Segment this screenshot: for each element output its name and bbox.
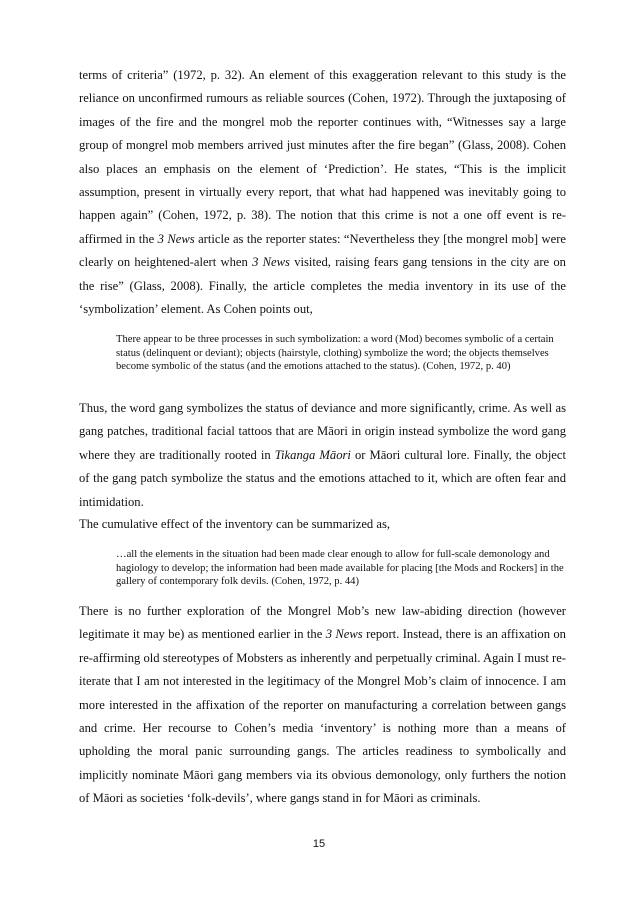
para1-italic-run: 3 News <box>157 231 195 246</box>
page-number: 15 <box>312 838 326 850</box>
block-quote-1 <box>116 333 568 374</box>
para4-run: There is no further exploration of the Mongrel Mob’s new law-abiding direction (however legitimate it may be) as mentioned earlier in the <box>79 604 566 642</box>
block-quote-2 <box>116 548 568 589</box>
para1-run: article as the reporter states: “Nevertheless they [the mongrel mob] were clearly on heightened-alert when <box>79 231 566 270</box>
body-paragraph-3 <box>79 513 566 536</box>
para1-run: visited, raising fears gang tensions in the city are on the rise” (Glass, 2008). Finally, the article completes the media inventory in its use of the ‘symbolization’ element. As Cohen points out, <box>79 255 566 317</box>
para4-italic-run: 3 News <box>325 627 363 642</box>
para1-run: terms of criteria” (1972, p. 32). An element of this exaggeration relevant to this study is the reliance on unconfirmed rumours as reliable sources (Cohen, 1972). Through the juxtaposing of images of the fire and the mongrel mob the reporter continues with, “Witnesses say a large group of mongrel mob members arrived just minutes after the fire began” (Glass, 2008). Cohen also places an emphasis on the element of ‘Prediction’. He states, “This is the implicit assumption, present in virtually every report, that what had happened was inevitably going to happen again” (Cohen, 1972, p. 38). The notion that this crime is not a one off event is re-affirmed in the <box>79 68 566 246</box>
para2-run: or Māori cultural lore. Finally, the object of the gang patch symbolize the status and the emotions attached to it, which are often fear and intimidation. <box>79 447 566 509</box>
para2-italic-run: Tikanga Māori <box>274 447 351 462</box>
body-paragraph-1 <box>79 64 566 321</box>
para1-italic-run: 3 News <box>252 255 290 270</box>
para2-run: Thus, the word gang symbolizes the status of deviance and more significantly, crime. As well as gang patches, traditional facial tattoos that are Māori in origin instead symbolize the word gang where they are traditionally rooted in <box>79 401 566 462</box>
body-paragraph-4 <box>79 600 566 811</box>
quote1-text: There appear to be three processes in such symbolization: a word (Mod) becomes symbolic of a certain status (delinquent or deviant); objects (hairstyle, clothing) symbolize the word; the objects themselves become symbolic of the status (and the emotions attached to the status). (Cohen, 1972, p. 40) <box>116 334 554 373</box>
para3-text: The cumulative effect of the inventory can be summarized as, <box>79 517 390 531</box>
para4-run: report. Instead, there is an affixation on re-affirming old stereotypes of Mobsters as inherently and perpetually criminal. Again I must re-iterate that I am not interested in the legitimacy of the Mongrel Mob’s claim of innocence. I am more interested in the affixation of the reporter on manufacturing a correlation between gangs and crime. Her recourse to Cohen’s media ‘inventory’ is nothing more than a means of upholding the moral panic surrounding gangs. The articles readiness to symbolically and implicitly nominate Māori gang members via its obvious demonology, only furthers the notion of Māori as societies ‘folk-devils’, where gangs stand in for Māori as criminals. <box>79 627 566 806</box>
body-paragraph-2 <box>79 397 566 514</box>
quote2-text: …all the elements in the situation had been made clear enough to allow for full-scale demonology and hagiology to develop; the information had been made available for placing [the Mods and Rockers] in the gallery of contemporary folk devils. (Cohen, 1972, p. 44) <box>116 549 564 588</box>
